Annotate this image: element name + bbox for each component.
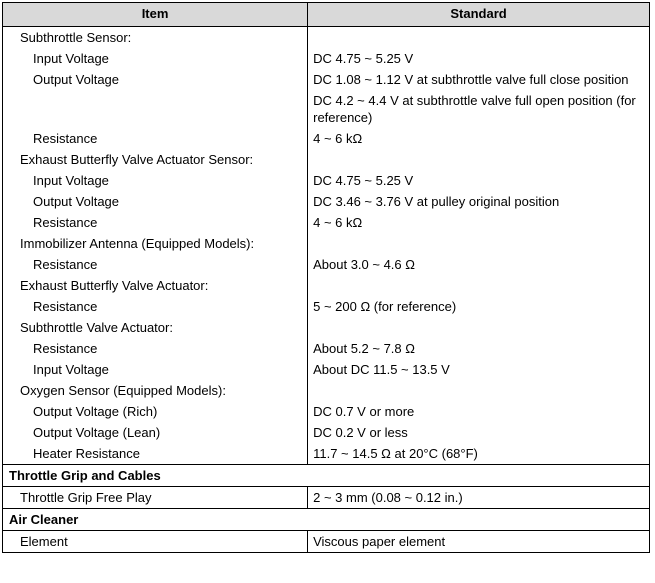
row-item: Resistance: [3, 128, 308, 149]
row-item: Output Voltage (Lean): [3, 422, 308, 443]
table-row: [3, 254, 650, 275]
row-standard: 4 ~ 6 kΩ: [308, 128, 650, 149]
table-row: [3, 233, 650, 254]
table-row: [3, 422, 650, 443]
row-item: Resistance: [3, 212, 308, 233]
row-standard: 2 ~ 3 mm (0.08 ~ 0.12 in.): [308, 487, 650, 509]
table-row: [3, 90, 650, 128]
row-standard: About DC 11.5 ~ 13.5 V: [308, 359, 650, 380]
row-standard: DC 1.08 ~ 1.12 V at subthrottle valve full close position: [308, 69, 650, 90]
row-standard: About 5.2 ~ 7.8 Ω: [308, 338, 650, 359]
header-standard: Standard: [308, 3, 650, 27]
table-row: [3, 296, 650, 317]
row-item: [3, 90, 308, 128]
row-standard: [308, 233, 650, 254]
row-standard: Viscous paper element: [308, 531, 650, 553]
row-item: Exhaust Butterfly Valve Actuator:: [3, 275, 308, 296]
row-standard: [308, 27, 650, 49]
group-header-row: [3, 509, 650, 531]
row-standard: [308, 149, 650, 170]
row-standard: DC 4.75 ~ 5.25 V: [308, 170, 650, 191]
table-row: [3, 69, 650, 90]
row-standard: [308, 380, 650, 401]
group-title: Throttle Grip and Cables: [3, 465, 650, 487]
header-item: Item: [3, 3, 308, 27]
row-item: Resistance: [3, 254, 308, 275]
row-item: Output Voltage: [3, 69, 308, 90]
row-standard: DC 0.7 V or more: [308, 401, 650, 422]
row-item: Subthrottle Sensor:: [3, 27, 308, 49]
table-row: [3, 48, 650, 69]
row-item: Resistance: [3, 296, 308, 317]
table-row: [3, 359, 650, 380]
group-title: Air Cleaner: [3, 509, 650, 531]
row-item: Resistance: [3, 338, 308, 359]
row-item: Throttle Grip Free Play: [3, 487, 308, 509]
table-row: [3, 212, 650, 233]
row-standard: DC 0.2 V or less: [308, 422, 650, 443]
group-header-row: [3, 465, 650, 487]
table-row: [3, 170, 650, 191]
row-item: Exhaust Butterfly Valve Actuator Sensor:: [3, 149, 308, 170]
row-item: Output Voltage: [3, 191, 308, 212]
table-row: [3, 338, 650, 359]
table-row: [3, 380, 650, 401]
table-row: [3, 275, 650, 296]
row-standard: DC 3.46 ~ 3.76 V at pulley original position: [308, 191, 650, 212]
row-item: Oxygen Sensor (Equipped Models):: [3, 380, 308, 401]
row-item: Output Voltage (Rich): [3, 401, 308, 422]
table-row: [3, 317, 650, 338]
specification-table: [2, 2, 650, 553]
row-standard: 11.7 ~ 14.5 Ω at 20°C (68°F): [308, 443, 650, 465]
row-standard: DC 4.75 ~ 5.25 V: [308, 48, 650, 69]
table-row: [3, 27, 650, 49]
row-standard: 5 ~ 200 Ω (for reference): [308, 296, 650, 317]
table-row: [3, 531, 650, 553]
table-row: [3, 149, 650, 170]
row-item: Immobilizer Antenna (Equipped Models):: [3, 233, 308, 254]
table-row: [3, 401, 650, 422]
table-row: [3, 487, 650, 509]
row-item: Heater Resistance: [3, 443, 308, 465]
row-item: Subthrottle Valve Actuator:: [3, 317, 308, 338]
row-standard: About 3.0 ~ 4.6 Ω: [308, 254, 650, 275]
header-row: [3, 3, 650, 27]
table-row: [3, 191, 650, 212]
table-row: [3, 443, 650, 465]
row-item: Input Voltage: [3, 48, 308, 69]
row-standard: [308, 317, 650, 338]
row-item: Element: [3, 531, 308, 553]
row-standard: 4 ~ 6 kΩ: [308, 212, 650, 233]
row-item: Input Voltage: [3, 170, 308, 191]
table-row: [3, 128, 650, 149]
row-item: Input Voltage: [3, 359, 308, 380]
row-standard: DC 4.2 ~ 4.4 V at subthrottle valve full open position (for reference): [308, 90, 650, 128]
row-standard: [308, 275, 650, 296]
